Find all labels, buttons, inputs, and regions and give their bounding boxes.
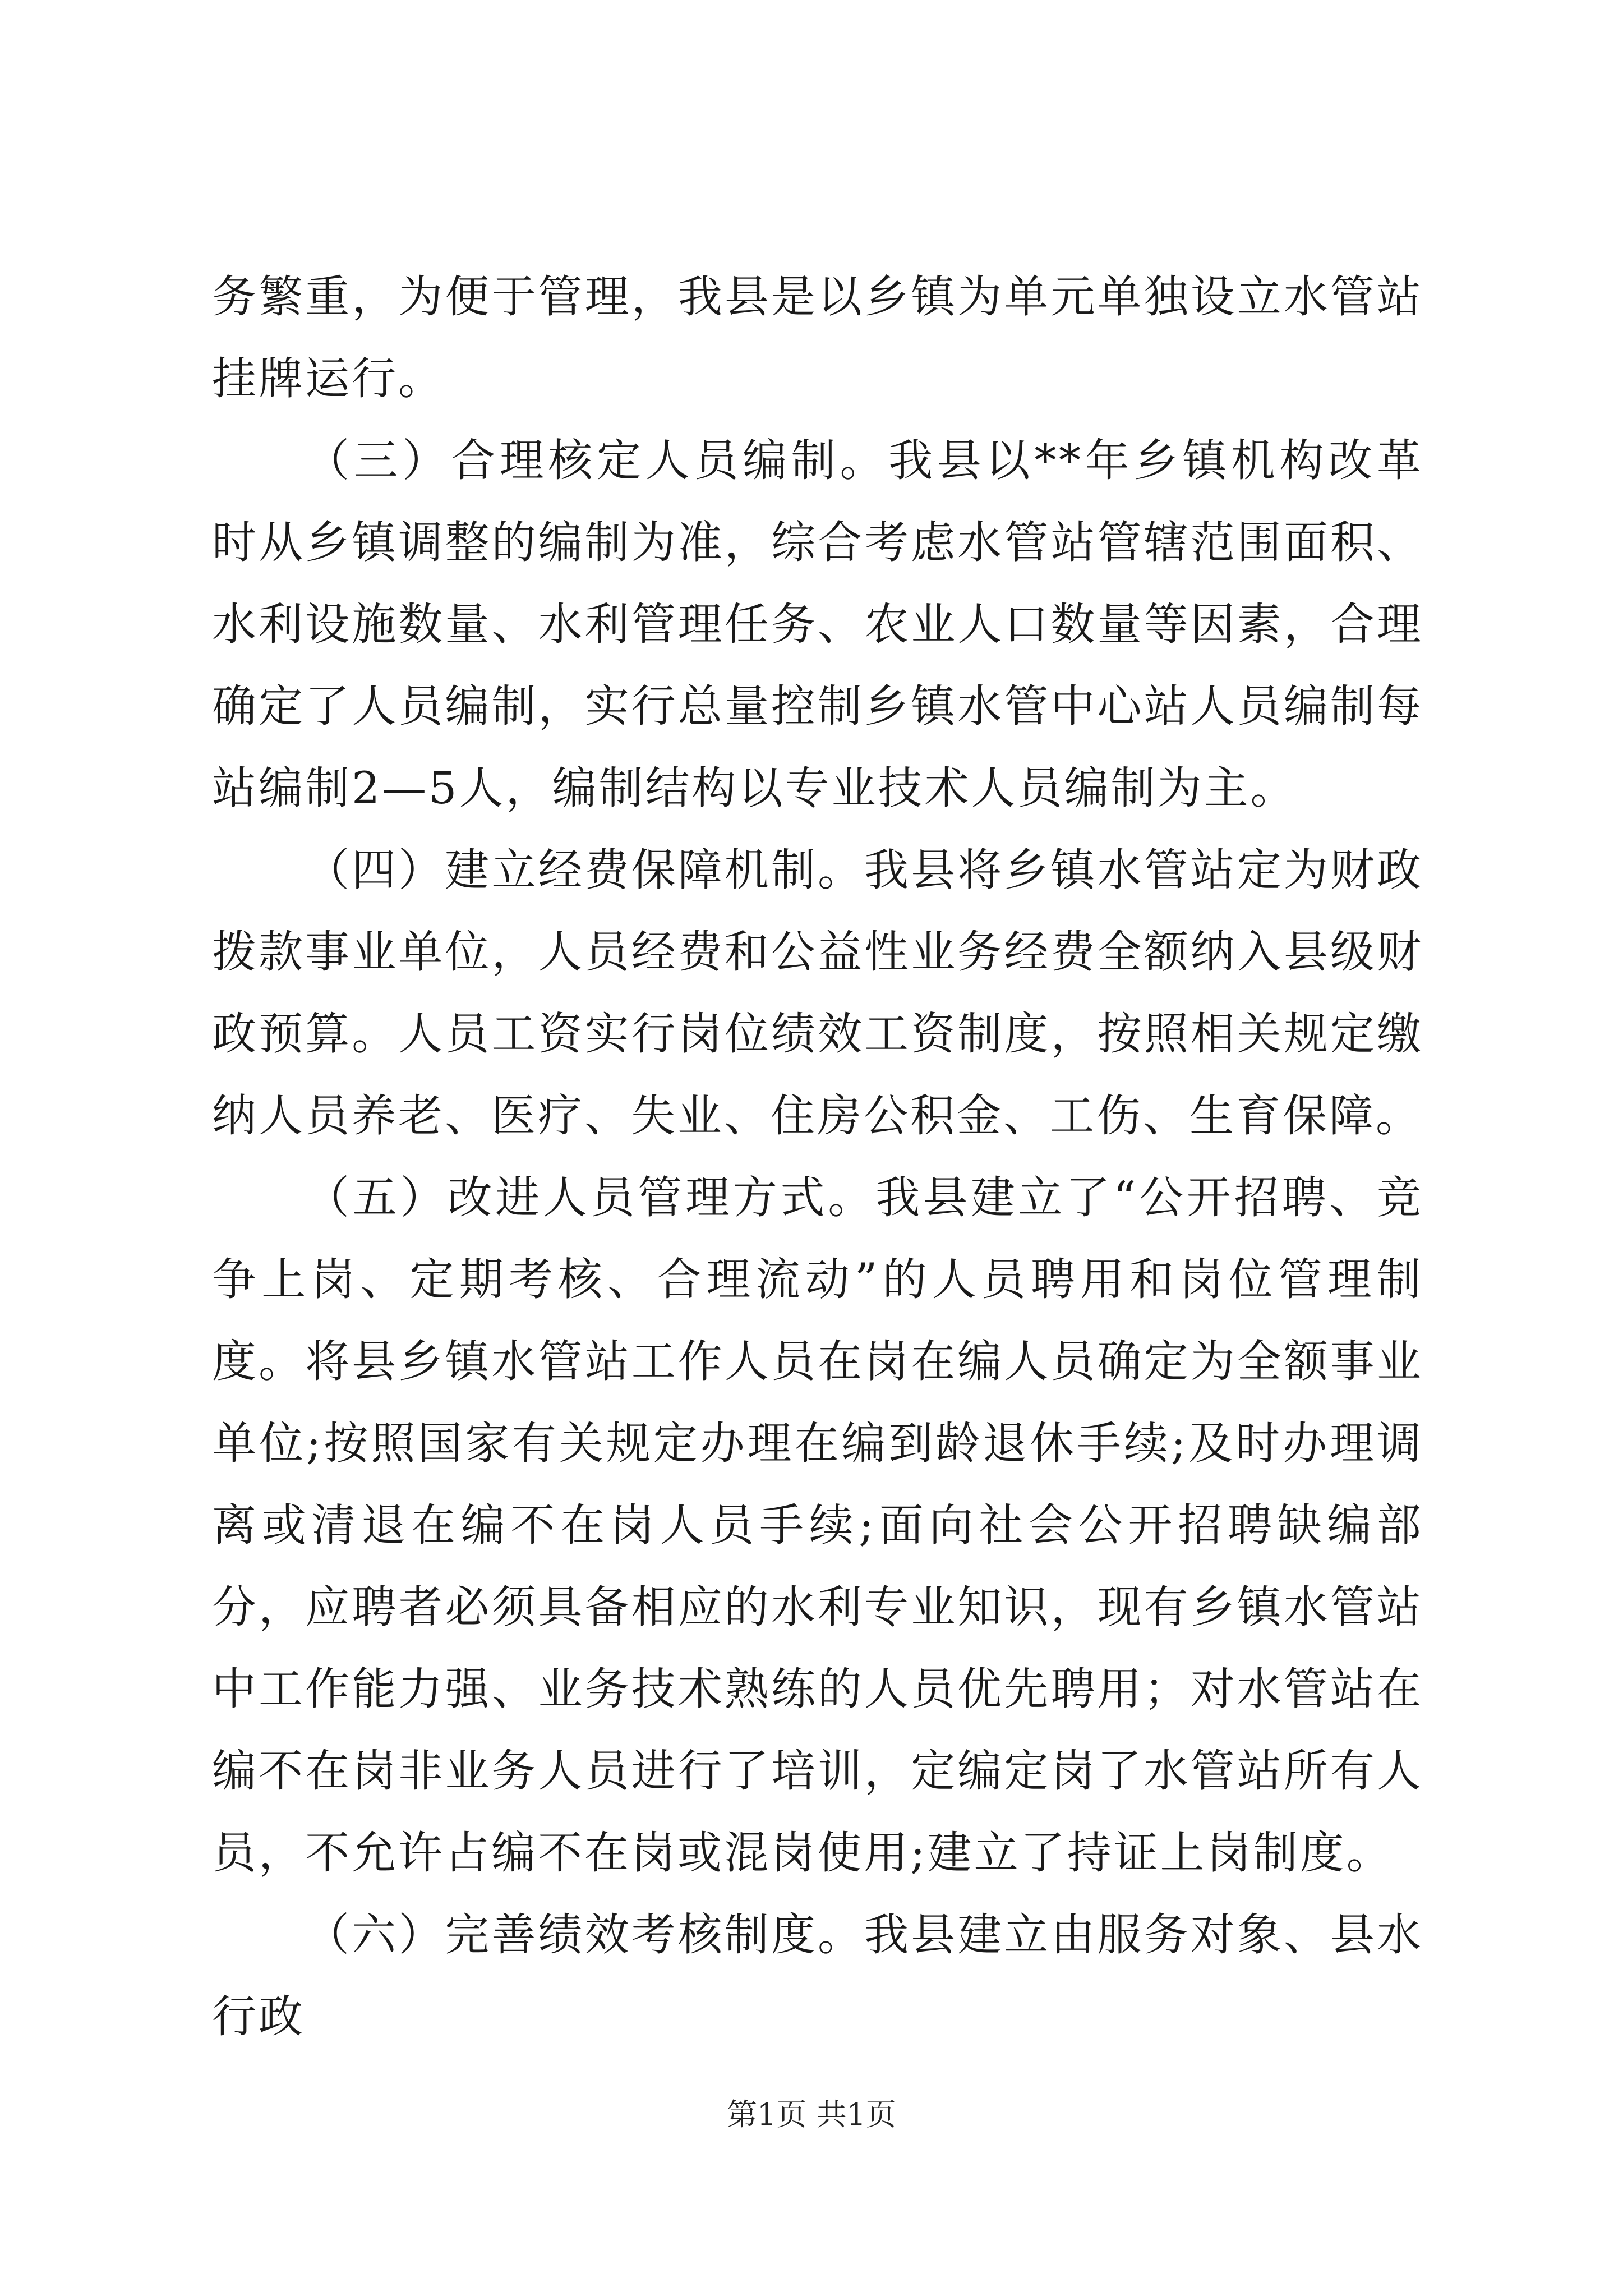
paragraph-funding: （四）建立经费保障机制。我县将乡镇水管站定为财政拨款事业单位，人员经费和公益性业务经费全额纳入县级财政预算。人员工资实行岗位绩效工资制度，按照相关规定缴纳人员养老、医疗、失业、住房公积金、工伤、生育保障。: [212, 844, 1423, 1142]
paragraph-performance-assessment: （六）完善绩效考核制度。我县建立由服务对象、县水行政: [212, 1909, 1423, 2042]
document-body: [212, 256, 1423, 2058]
paragraph-continuation: 务繁重，为便于管理，我县是以乡镇为单元单独设立水管站挂牌运行。: [212, 271, 1423, 404]
paragraph-personnel-management: （五）改进人员管理方式。我县建立了“公开招聘、竞争上岗、定期考核、合理流动”的人员聘用和岗位管理制度。将县乡镇水管站工作人员在岗在编人员确定为全额事业单位;按照国家有关规定办理在编到龄退休手续;及时办理调离或清退在编不在岗人员手续;面向社会公开招聘缺编部分，应聘者必须具备相应的水利专业知识，现有乡镇水管站中工作能力强、业务技术熟练的人员优先聘用；对水管站在编不在岗非业务人员进行了培训，定编定岗了水管站所有人员，不允许占编不在岗或混岗使用;建立了持证上岗制度。: [212, 1172, 1423, 1879]
paragraph-staffing: （三）合理核定人员编制。我县以**年乡镇机构改革时从乡镇调整的编制为准，综合考虑水管站管辖范围面积、水利设施数量、水利管理任务、农业人口数量等因素，合理确定了人员编制，实行总量控制乡镇水管中心站人员编制每站编制2—5人，编制结构以专业技术人员编制为主。: [212, 435, 1423, 814]
page-footer: 第1页 共1页: [727, 2097, 896, 2132]
